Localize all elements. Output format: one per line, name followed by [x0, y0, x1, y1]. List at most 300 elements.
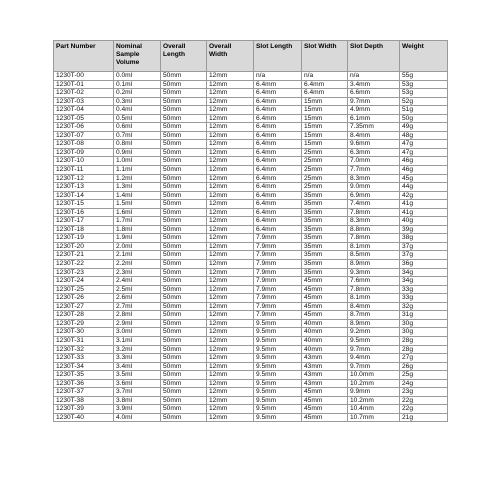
overall-width-cell: 12mm: [207, 174, 254, 183]
table-row: [54, 123, 448, 132]
slot-width-cell: 45mm: [302, 277, 348, 286]
table-row: [54, 191, 448, 200]
slot-depth-cell: 7.0mm: [348, 157, 400, 166]
slot-depth-cell: 8.8mm: [348, 225, 400, 234]
sample-volume-cell: 2.3ml: [114, 268, 161, 277]
slot-depth-cell: 8.7mm: [348, 311, 400, 320]
part-number-cell: 1230T-17: [54, 217, 114, 226]
slot-width-cell: 40mm: [302, 328, 348, 337]
slot-length-cell: 6.4mm: [254, 208, 302, 217]
sample-volume-cell: 2.0ml: [114, 242, 161, 251]
weight-cell: 28g: [400, 336, 448, 345]
slot-length-cell: 6.4mm: [254, 174, 302, 183]
part-number-cell: 1230T-31: [54, 336, 114, 345]
overall-width-cell: 12mm: [207, 166, 254, 175]
table-row: [54, 72, 448, 81]
slot-length-cell: 6.4mm: [254, 200, 302, 209]
sample-volume-cell: 1.9ml: [114, 234, 161, 243]
weight-cell: 30g: [400, 328, 448, 337]
slot-length-cell: 7.9mm: [254, 268, 302, 277]
weight-cell: 33g: [400, 285, 448, 294]
slot-depth-cell: 7.8mm: [348, 208, 400, 217]
sample-volume-cell: 3.4ml: [114, 362, 161, 371]
overall-width-cell: 12mm: [207, 328, 254, 337]
slot-width-cell: 6.4mm: [302, 89, 348, 98]
table-row: [54, 174, 448, 183]
slot-length-cell: n/a: [254, 72, 302, 81]
overall-length-cell: 50mm: [161, 260, 207, 269]
overall-width-cell: 12mm: [207, 354, 254, 363]
slot-length-cell: 6.4mm: [254, 80, 302, 89]
slot-depth-cell: 10.2mm: [348, 379, 400, 388]
sample-volume-cell: 1.6ml: [114, 208, 161, 217]
overall-length-cell: 50mm: [161, 97, 207, 106]
slot-length-cell: 7.9mm: [254, 294, 302, 303]
overall-length-cell: 50mm: [161, 191, 207, 200]
sample-volume-cell: 3.1ml: [114, 336, 161, 345]
header-weight: Weight: [400, 41, 448, 72]
slot-length-cell: 7.9mm: [254, 251, 302, 260]
part-number-cell: 1230T-20: [54, 242, 114, 251]
weight-cell: 22g: [400, 405, 448, 414]
weight-cell: 26g: [400, 362, 448, 371]
slot-width-cell: 25mm: [302, 148, 348, 157]
overall-length-cell: 50mm: [161, 72, 207, 81]
slot-depth-cell: 7.35mm: [348, 123, 400, 132]
sample-volume-cell: 0.3ml: [114, 97, 161, 106]
part-number-cell: 1230T-21: [54, 251, 114, 260]
slot-length-cell: 9.5mm: [254, 405, 302, 414]
sample-volume-cell: 4.0ml: [114, 413, 161, 422]
slot-width-cell: 35mm: [302, 200, 348, 209]
overall-width-cell: 12mm: [207, 131, 254, 140]
part-number-cell: 1230T-26: [54, 294, 114, 303]
sample-volume-cell: 1.8ml: [114, 225, 161, 234]
slot-width-cell: 15mm: [302, 106, 348, 115]
slot-width-cell: 35mm: [302, 268, 348, 277]
part-number-cell: 1230T-05: [54, 114, 114, 123]
overall-width-cell: 12mm: [207, 311, 254, 320]
overall-width-cell: 12mm: [207, 302, 254, 311]
slot-width-cell: 45mm: [302, 294, 348, 303]
overall-length-cell: 50mm: [161, 319, 207, 328]
table-row: [54, 277, 448, 286]
overall-length-cell: 50mm: [161, 234, 207, 243]
slot-width-cell: 45mm: [302, 311, 348, 320]
slot-length-cell: 6.4mm: [254, 157, 302, 166]
overall-length-cell: 50mm: [161, 148, 207, 157]
table-row: [54, 319, 448, 328]
slot-width-cell: 35mm: [302, 260, 348, 269]
overall-length-cell: 50mm: [161, 242, 207, 251]
overall-width-cell: 12mm: [207, 371, 254, 380]
slot-width-cell: 43mm: [302, 354, 348, 363]
weight-cell: 33g: [400, 294, 448, 303]
sample-volume-cell: 3.2ml: [114, 345, 161, 354]
slot-depth-cell: 8.9mm: [348, 319, 400, 328]
specifications-table: [53, 40, 448, 422]
weight-cell: 40g: [400, 217, 448, 226]
sample-volume-cell: 0.1ml: [114, 80, 161, 89]
slot-depth-cell: 9.6mm: [348, 140, 400, 149]
part-number-cell: 1230T-40: [54, 413, 114, 422]
overall-length-cell: 50mm: [161, 217, 207, 226]
overall-width-cell: 12mm: [207, 405, 254, 414]
sample-volume-cell: 3.8ml: [114, 396, 161, 405]
weight-cell: 41g: [400, 200, 448, 209]
table-row: [54, 157, 448, 166]
slot-depth-cell: 10.7mm: [348, 413, 400, 422]
slot-depth-cell: 8.4mm: [348, 302, 400, 311]
slot-depth-cell: 9.7mm: [348, 362, 400, 371]
weight-cell: 55g: [400, 72, 448, 81]
slot-depth-cell: 6.3mm: [348, 148, 400, 157]
overall-width-cell: 12mm: [207, 268, 254, 277]
slot-length-cell: 7.9mm: [254, 234, 302, 243]
sample-volume-cell: 3.7ml: [114, 388, 161, 397]
part-number-cell: 1230T-34: [54, 362, 114, 371]
table-row: [54, 268, 448, 277]
part-number-cell: 1230T-32: [54, 345, 114, 354]
overall-length-cell: 50mm: [161, 208, 207, 217]
part-number-cell: 1230T-38: [54, 396, 114, 405]
overall-width-cell: 12mm: [207, 388, 254, 397]
slot-width-cell: 15mm: [302, 97, 348, 106]
overall-length-cell: 50mm: [161, 225, 207, 234]
weight-cell: 47g: [400, 140, 448, 149]
overall-width-cell: 12mm: [207, 191, 254, 200]
weight-cell: 41g: [400, 208, 448, 217]
table-row: [54, 294, 448, 303]
slot-depth-cell: 9.3mm: [348, 268, 400, 277]
slot-depth-cell: 8.1mm: [348, 242, 400, 251]
table-row: [54, 285, 448, 294]
overall-width-cell: 12mm: [207, 234, 254, 243]
part-number-cell: 1230T-08: [54, 140, 114, 149]
weight-cell: 34g: [400, 268, 448, 277]
slot-length-cell: 7.9mm: [254, 311, 302, 320]
slot-width-cell: 45mm: [302, 302, 348, 311]
slot-length-cell: 9.5mm: [254, 345, 302, 354]
weight-cell: 51g: [400, 106, 448, 115]
overall-width-cell: 12mm: [207, 72, 254, 81]
weight-cell: 28g: [400, 345, 448, 354]
overall-length-cell: 50mm: [161, 157, 207, 166]
table-row: [54, 251, 448, 260]
slot-width-cell: 45mm: [302, 388, 348, 397]
overall-length-cell: 50mm: [161, 106, 207, 115]
part-number-cell: 1230T-10: [54, 157, 114, 166]
part-number-cell: 1230T-06: [54, 123, 114, 132]
table-row: [54, 311, 448, 320]
header-nominal-sample-volume: Nominal Sample Volume: [114, 41, 161, 72]
overall-width-cell: 12mm: [207, 379, 254, 388]
slot-width-cell: 15mm: [302, 131, 348, 140]
table-row: [54, 200, 448, 209]
weight-cell: 38g: [400, 234, 448, 243]
part-number-cell: 1230T-30: [54, 328, 114, 337]
weight-cell: 49g: [400, 123, 448, 132]
slot-width-cell: 15mm: [302, 123, 348, 132]
slot-depth-cell: 4.9mm: [348, 106, 400, 115]
weight-cell: 30g: [400, 319, 448, 328]
part-number-cell: 1230T-16: [54, 208, 114, 217]
slot-depth-cell: 9.7mm: [348, 97, 400, 106]
header-slot-depth: Slot Depth: [348, 41, 400, 72]
sample-volume-cell: 3.3ml: [114, 354, 161, 363]
weight-cell: 50g: [400, 114, 448, 123]
slot-length-cell: 6.4mm: [254, 140, 302, 149]
slot-length-cell: 7.9mm: [254, 302, 302, 311]
overall-width-cell: 12mm: [207, 251, 254, 260]
sample-volume-cell: 1.4ml: [114, 191, 161, 200]
overall-length-cell: 50mm: [161, 345, 207, 354]
header-overall-length: Overall Length: [161, 41, 207, 72]
header-part-number: Part Number: [54, 41, 114, 72]
header-overall-width: Overall Width: [207, 41, 254, 72]
overall-length-cell: 50mm: [161, 302, 207, 311]
weight-cell: 37g: [400, 242, 448, 251]
slot-depth-cell: 6.1mm: [348, 114, 400, 123]
sample-volume-cell: 0.8ml: [114, 140, 161, 149]
overall-length-cell: 50mm: [161, 131, 207, 140]
slot-depth-cell: n/a: [348, 72, 400, 81]
slot-length-cell: 6.4mm: [254, 97, 302, 106]
slot-depth-cell: 8.5mm: [348, 251, 400, 260]
slot-length-cell: 6.4mm: [254, 191, 302, 200]
slot-length-cell: 9.5mm: [254, 362, 302, 371]
part-number-cell: 1230T-14: [54, 191, 114, 200]
part-number-cell: 1230T-04: [54, 106, 114, 115]
table-row: [54, 166, 448, 175]
slot-depth-cell: 9.9mm: [348, 388, 400, 397]
slot-width-cell: 40mm: [302, 345, 348, 354]
slot-width-cell: 6.4mm: [302, 80, 348, 89]
slot-length-cell: 9.5mm: [254, 379, 302, 388]
overall-width-cell: 12mm: [207, 183, 254, 192]
slot-width-cell: 35mm: [302, 208, 348, 217]
weight-cell: 27g: [400, 354, 448, 363]
overall-length-cell: 50mm: [161, 123, 207, 132]
table-row: [54, 328, 448, 337]
sample-volume-cell: 2.2ml: [114, 260, 161, 269]
sample-volume-cell: 0.9ml: [114, 148, 161, 157]
part-number-cell: 1230T-02: [54, 89, 114, 98]
slot-length-cell: 7.9mm: [254, 242, 302, 251]
slot-length-cell: 6.4mm: [254, 123, 302, 132]
part-number-cell: 1230T-18: [54, 225, 114, 234]
overall-length-cell: 50mm: [161, 405, 207, 414]
overall-width-cell: 12mm: [207, 362, 254, 371]
part-number-cell: 1230T-13: [54, 183, 114, 192]
table-row: [54, 114, 448, 123]
sample-volume-cell: 1.5ml: [114, 200, 161, 209]
overall-length-cell: 50mm: [161, 174, 207, 183]
table-row: [54, 106, 448, 115]
overall-width-cell: 12mm: [207, 89, 254, 98]
weight-cell: 25g: [400, 371, 448, 380]
part-number-cell: 1230T-36: [54, 379, 114, 388]
slot-width-cell: 45mm: [302, 405, 348, 414]
sample-volume-cell: 0.0ml: [114, 72, 161, 81]
slot-width-cell: 35mm: [302, 191, 348, 200]
slot-depth-cell: 7.4mm: [348, 200, 400, 209]
weight-cell: 46g: [400, 166, 448, 175]
sample-volume-cell: 2.5ml: [114, 285, 161, 294]
weight-cell: 48g: [400, 131, 448, 140]
slot-width-cell: 40mm: [302, 336, 348, 345]
sample-volume-cell: 1.2ml: [114, 174, 161, 183]
slot-length-cell: 6.4mm: [254, 131, 302, 140]
table-row: [54, 388, 448, 397]
slot-width-cell: 43mm: [302, 379, 348, 388]
overall-width-cell: 12mm: [207, 217, 254, 226]
part-number-cell: 1230T-27: [54, 302, 114, 311]
overall-length-cell: 50mm: [161, 328, 207, 337]
overall-width-cell: 12mm: [207, 294, 254, 303]
overall-length-cell: 50mm: [161, 183, 207, 192]
overall-width-cell: 12mm: [207, 413, 254, 422]
overall-length-cell: 50mm: [161, 379, 207, 388]
table-row: [54, 208, 448, 217]
table-row: [54, 89, 448, 98]
slot-depth-cell: 7.7mm: [348, 166, 400, 175]
weight-cell: 52g: [400, 97, 448, 106]
table-row: [54, 345, 448, 354]
weight-cell: 53g: [400, 89, 448, 98]
slot-width-cell: 35mm: [302, 251, 348, 260]
overall-width-cell: 12mm: [207, 140, 254, 149]
slot-depth-cell: 8.9mm: [348, 260, 400, 269]
overall-width-cell: 12mm: [207, 285, 254, 294]
weight-cell: 39g: [400, 225, 448, 234]
overall-width-cell: 12mm: [207, 396, 254, 405]
slot-width-cell: 43mm: [302, 371, 348, 380]
table-row: [54, 302, 448, 311]
part-number-cell: 1230T-35: [54, 371, 114, 380]
table-row: [54, 148, 448, 157]
slot-length-cell: 9.5mm: [254, 371, 302, 380]
overall-length-cell: 50mm: [161, 311, 207, 320]
weight-cell: 21g: [400, 413, 448, 422]
weight-cell: 46g: [400, 157, 448, 166]
table-row: [54, 362, 448, 371]
weight-cell: 36g: [400, 260, 448, 269]
slot-length-cell: 6.4mm: [254, 183, 302, 192]
part-number-cell: 1230T-25: [54, 285, 114, 294]
slot-width-cell: 45mm: [302, 285, 348, 294]
overall-length-cell: 50mm: [161, 251, 207, 260]
overall-length-cell: 50mm: [161, 140, 207, 149]
overall-length-cell: 50mm: [161, 336, 207, 345]
sample-volume-cell: 2.9ml: [114, 319, 161, 328]
overall-length-cell: 50mm: [161, 362, 207, 371]
table-row: [54, 354, 448, 363]
part-number-cell: 1230T-09: [54, 148, 114, 157]
slot-width-cell: n/a: [302, 72, 348, 81]
slot-length-cell: 9.5mm: [254, 413, 302, 422]
header-row: [54, 41, 448, 72]
weight-cell: 42g: [400, 191, 448, 200]
overall-length-cell: 50mm: [161, 166, 207, 175]
slot-width-cell: 43mm: [302, 362, 348, 371]
part-number-cell: 1230T-24: [54, 277, 114, 286]
slot-depth-cell: 8.4mm: [348, 131, 400, 140]
overall-width-cell: 12mm: [207, 114, 254, 123]
slot-width-cell: 35mm: [302, 242, 348, 251]
slot-length-cell: 9.5mm: [254, 328, 302, 337]
table-row: [54, 242, 448, 251]
sample-volume-cell: 1.3ml: [114, 183, 161, 192]
table-row: [54, 234, 448, 243]
slot-length-cell: 7.9mm: [254, 285, 302, 294]
slot-width-cell: 40mm: [302, 319, 348, 328]
sample-volume-cell: 2.8ml: [114, 311, 161, 320]
sample-volume-cell: 0.2ml: [114, 89, 161, 98]
slot-depth-cell: 10.2mm: [348, 396, 400, 405]
table-body: [54, 72, 448, 422]
overall-width-cell: 12mm: [207, 277, 254, 286]
slot-depth-cell: 7.6mm: [348, 277, 400, 286]
sample-volume-cell: 0.6ml: [114, 123, 161, 132]
spec-sheet: [53, 40, 447, 422]
part-number-cell: 1230T-23: [54, 268, 114, 277]
weight-cell: 53g: [400, 80, 448, 89]
slot-depth-cell: 6.6mm: [348, 89, 400, 98]
sample-volume-cell: 2.7ml: [114, 302, 161, 311]
part-number-cell: 1230T-11: [54, 166, 114, 175]
overall-width-cell: 12mm: [207, 123, 254, 132]
weight-cell: 37g: [400, 251, 448, 260]
slot-length-cell: 7.9mm: [254, 277, 302, 286]
slot-length-cell: 6.4mm: [254, 225, 302, 234]
part-number-cell: 1230T-28: [54, 311, 114, 320]
table-row: [54, 371, 448, 380]
sample-volume-cell: 0.7ml: [114, 131, 161, 140]
sample-volume-cell: 3.0ml: [114, 328, 161, 337]
overall-width-cell: 12mm: [207, 208, 254, 217]
overall-width-cell: 12mm: [207, 336, 254, 345]
header-slot-length: Slot Length: [254, 41, 302, 72]
sample-volume-cell: 2.4ml: [114, 277, 161, 286]
slot-length-cell: 6.4mm: [254, 106, 302, 115]
weight-cell: 32g: [400, 302, 448, 311]
slot-length-cell: 9.5mm: [254, 388, 302, 397]
weight-cell: 45g: [400, 174, 448, 183]
table-row: [54, 80, 448, 89]
part-number-cell: 1230T-37: [54, 388, 114, 397]
slot-depth-cell: 6.9mm: [348, 191, 400, 200]
overall-width-cell: 12mm: [207, 148, 254, 157]
part-number-cell: 1230T-22: [54, 260, 114, 269]
slot-width-cell: 25mm: [302, 157, 348, 166]
overall-width-cell: 12mm: [207, 106, 254, 115]
overall-length-cell: 50mm: [161, 388, 207, 397]
table-row: [54, 217, 448, 226]
weight-cell: 34g: [400, 277, 448, 286]
slot-depth-cell: 8.3mm: [348, 174, 400, 183]
overall-length-cell: 50mm: [161, 354, 207, 363]
slot-width-cell: 45mm: [302, 413, 348, 422]
slot-depth-cell: 9.0mm: [348, 183, 400, 192]
slot-width-cell: 15mm: [302, 114, 348, 123]
sample-volume-cell: 1.0ml: [114, 157, 161, 166]
overall-length-cell: 50mm: [161, 80, 207, 89]
weight-cell: 47g: [400, 148, 448, 157]
table-row: [54, 183, 448, 192]
slot-depth-cell: 9.4mm: [348, 354, 400, 363]
slot-width-cell: 35mm: [302, 217, 348, 226]
